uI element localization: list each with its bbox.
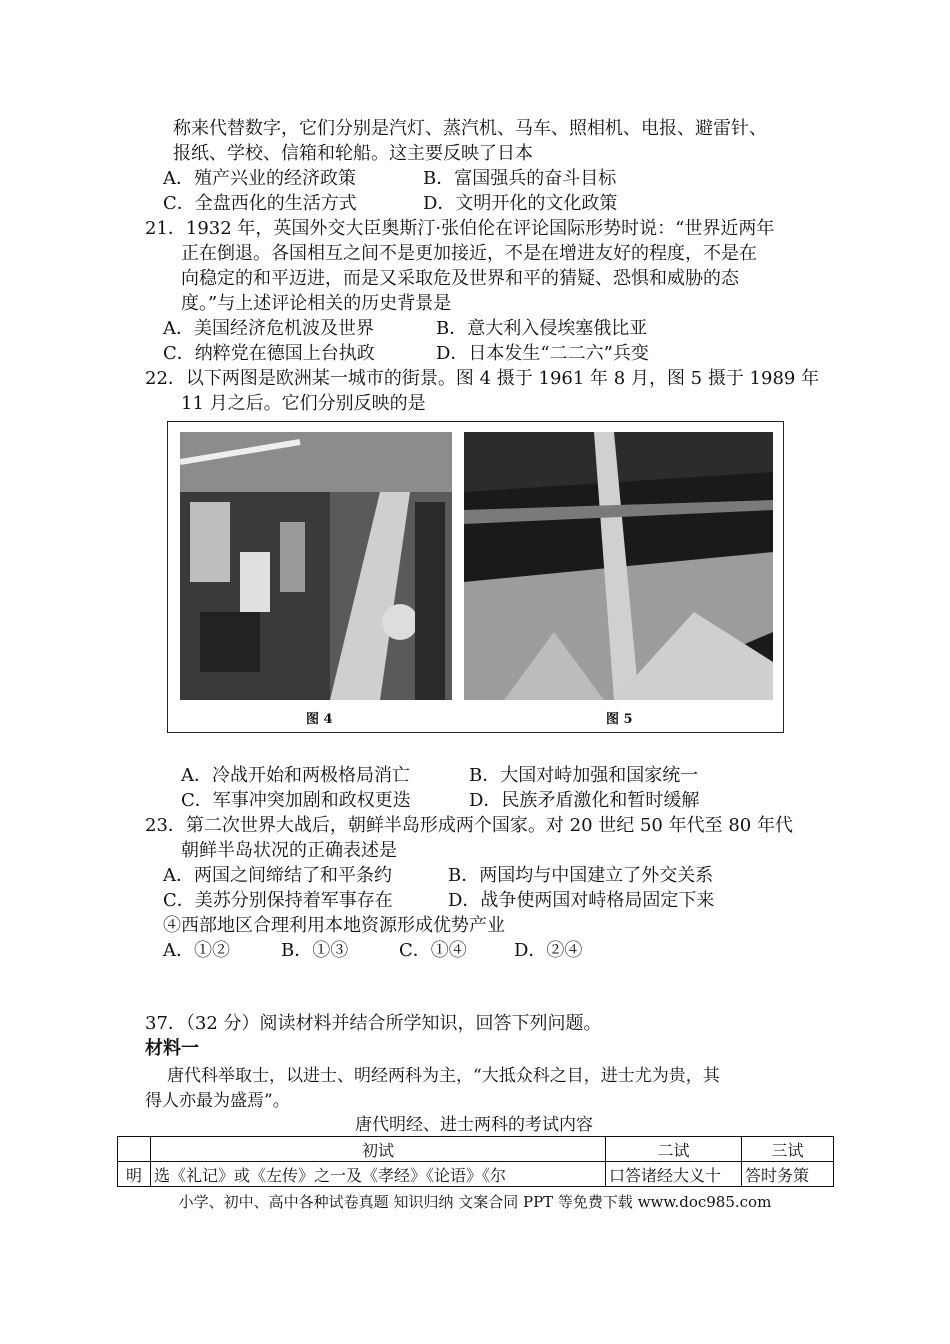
table-row: [118, 1162, 834, 1187]
q21-stem-line-3: 向稳定的和平迈进，而是又采取危及世界和平的猜疑、恐惧和威胁的态: [181, 268, 739, 289]
q20-stem-line-1: 称来代替数字，它们分别是汽灯、蒸汽机、马车、照相机、电报、避雷针、: [173, 118, 767, 139]
figure-5-photo: [464, 432, 773, 700]
q20-stem-line-2: 报纸、学校、信箱和轮船。这主要反映了日本: [173, 143, 533, 164]
table-cell: 答时务策: [742, 1162, 834, 1187]
q37-material-label: 材料一: [145, 1038, 199, 1059]
figure-4-caption: 图 4: [306, 712, 333, 727]
q37-title: 37．（32 分）阅读材料并结合所学知识，回答下列问题。: [145, 1013, 602, 1034]
page-footer: 小学、初中、高中各种试卷真题 知识归纳 文案合同 PPT 等免费下载 www.doc985.com: [178, 1193, 772, 1211]
q23-stem-line-1: 23．第二次世界大战后，朝鲜半岛形成两个国家。对 20 世纪 50 年代至 80 年代: [145, 815, 793, 836]
q23-stem-line-2: 朝鲜半岛状况的正确表述是: [181, 840, 397, 861]
q23-answer-b: B．①③: [281, 940, 349, 961]
q21-option-d: D．日本发生“二二六”兵变: [436, 343, 649, 364]
figure-5-caption: 图 5: [606, 712, 633, 727]
q23-option-a: A．两国之间缔结了和平条约: [163, 865, 392, 886]
q37-paragraph-line-1: 唐代科举取士，以进士、明经两科为主，“大抵众科之目，进士尤为贵，其: [167, 1066, 720, 1086]
table-header-cell: 二试: [606, 1137, 742, 1162]
table-cell: 明: [118, 1162, 151, 1187]
table-cell: 选《礼记》或《左传》之一及《孝经》《论语》《尔: [151, 1162, 606, 1187]
table-cell: 口答诸经大义十: [606, 1162, 742, 1187]
q22-option-d: D．民族矛盾激化和暂时缓解: [469, 790, 700, 811]
q21-option-a: A．美国经济危机波及世界: [163, 318, 374, 339]
q21-stem-line-2: 正在倒退。各国相互之间不是更加接近，不是在增进友好的程度，不是在: [181, 243, 757, 264]
q37-paragraph-line-2: 得人亦最为盛焉”。: [145, 1091, 290, 1111]
q22-stem-line-1: 22．以下两图是欧洲某一城市的街景。图 4 摄于 1961 年 8 月，图 5 摄于 1989 年: [145, 368, 820, 389]
q21-option-c: C．纳粹党在德国上台执政: [163, 343, 375, 364]
q21-stem-line-1: 21．1932 年，英国外交大臣奥斯汀·张伯伦在评论国际形势时说：“世界近两年: [145, 218, 775, 239]
table-header-row: [118, 1137, 834, 1162]
q20-option-b: B．富国强兵的奋斗目标: [423, 168, 617, 189]
table-header-cell: [118, 1137, 151, 1162]
q22-stem-line-2: 11 月之后。它们分别反映的是: [181, 393, 426, 414]
table-header-cell: 初试: [151, 1137, 606, 1162]
table-header-cell: 三试: [742, 1137, 834, 1162]
q22-option-b: B．大国对峙加强和国家统一: [469, 765, 699, 786]
q23-answer-a: A．①②: [163, 940, 230, 961]
figure-4-photo: [180, 432, 452, 700]
q23-option-d: D．战争使两国对峙格局固定下来: [448, 890, 715, 911]
q23-option-b: B．两国均与中国建立了外交关系: [448, 865, 714, 886]
q20-option-d: D．文明开化的文化政策: [423, 193, 618, 214]
q21-stem-line-4: 度。”与上述评论相关的历史背景是: [181, 293, 452, 314]
q21-option-b: B．意大利入侵埃塞俄比亚: [436, 318, 648, 339]
q22-option-c: C．军事冲突加剧和政权更迭: [181, 790, 411, 811]
q23-answer-c: C．①④: [399, 940, 467, 961]
exam-content-table: [117, 1136, 834, 1187]
q23-extra-item: ④西部地区合理利用本地资源形成优势产业: [163, 915, 505, 936]
q20-option-c: C．全盘西化的生活方式: [163, 193, 357, 214]
q37-table-title: 唐代明经、进士两科的考试内容: [355, 1115, 593, 1135]
q23-answer-d: D．②④: [514, 940, 583, 961]
q22-option-a: A．冷战开始和两极格局消亡: [181, 765, 410, 786]
q23-option-c: C．美苏分别保持着军事存在: [163, 890, 393, 911]
q22-figure-frame: [167, 421, 784, 733]
q20-option-a: A．殖产兴业的经济政策: [163, 168, 356, 189]
